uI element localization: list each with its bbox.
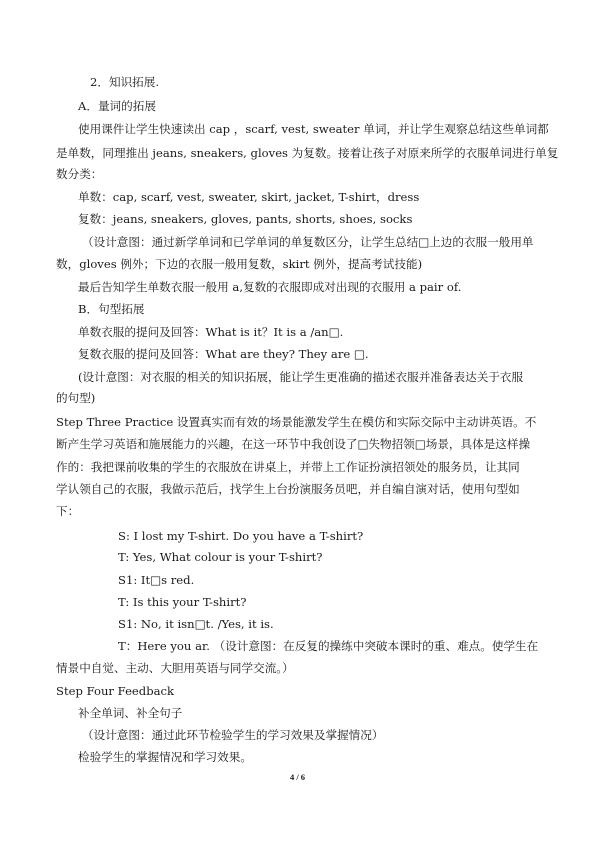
paragraph-line: 检验学生的掌握情况和学习效果。 [78,750,252,764]
step-three-heading-line: Step Three Practice 设置真实而有效的场景能激发学生在模仿和实际交际中主动讲英语。不 [56,415,537,429]
design-intent-line: （设计意图：通过此环节检验学生的学习效果及掌握情况） [82,728,384,742]
design-intent-line: 情景中自觉、主动、大胆用英语与同学交流。） [56,661,294,675]
paragraph-line: 最后告知学生单数衣服一般用 a,复数的衣服即成对出现的衣服用 a pair of. [78,280,462,294]
section-heading-knowledge-extension: 2．知识拓展. [90,75,160,89]
paragraph-line: 下： [56,504,80,518]
paragraph-line: 单数衣服的提问及回答：What is it？It is a /an□. [78,325,344,339]
paragraph-line: 是单数，同理推出 jeans, sneakers, gloves 为复数。接着让孩子对原来所学的衣服单词进行单复 [56,146,559,160]
dialogue-line: T: Yes, What colour is your T-shirt? [118,550,323,564]
design-intent-line: 的句型) [56,391,96,405]
page-number: 4 / 6 [289,772,306,782]
paragraph-line: 学认领自己的衣服，我做示范后，找学生上台扮演服务员吧，并自编自演对话，使用句型如 [56,482,520,496]
subheading-measure-words: A．量词的拓展 [78,99,156,113]
paragraph-line: 使用课件让学生快速读出 cap ，scarf, vest, sweater 单词，并让学生观察总结这些单词都 [78,122,549,136]
subheading-sentence-patterns: B．句型拓展 [78,302,145,316]
paragraph-line: 断产生学习英语和施展能力的兴趣，在这一环节中我创设了□失物招领□场景，具体是这样操 [56,437,531,451]
paragraph-line: 补全单词、补全句子 [78,706,183,720]
dialogue-line: S: I lost my T-shirt. Do you have a T-shirt? [118,529,364,543]
dialogue-line: T: Is this your T-shirt? [118,595,247,609]
paragraph-line: 数分类： [56,167,103,181]
paragraph-line: 复数衣服的提问及回答：What are they? They are □. [78,347,369,361]
design-intent-line: (设计意图：对衣服的相关的知识拓展，能让学生更准确的描述衣服并准备表达关于衣服 [78,370,524,384]
design-intent-line: 数，gloves 例外；下边的衣服一般用复数，skirt 例外，提高考试技能) [56,257,423,271]
dialogue-line: S1: It□s red. [118,573,195,587]
singular-list-line: 单数：cap, scarf, vest, sweater, skirt, jacket, T-shirt，dress [78,190,420,204]
step-four-heading: Step Four Feedback [56,684,175,698]
design-intent-line: （设计意图：通过新学单词和已学单词的单复数区分，让学生总结□上边的衣服一般用单 [82,235,534,249]
dialogue-line: T：Here you ar. （设计意图：在反复的操练中突破本课时的重、难点。使学生在 [118,639,539,653]
paragraph-line: 作的：我把课前收集的学生的衣服放在讲桌上，并带上工作证扮演招领处的服务员，让其同 [56,460,520,474]
dialogue-line: S1: No, it isn□t. /Yes, it is. [118,617,274,631]
plural-list-line: 复数：jeans, sneakers, gloves, pants, shorts, shoes, socks [78,212,413,226]
